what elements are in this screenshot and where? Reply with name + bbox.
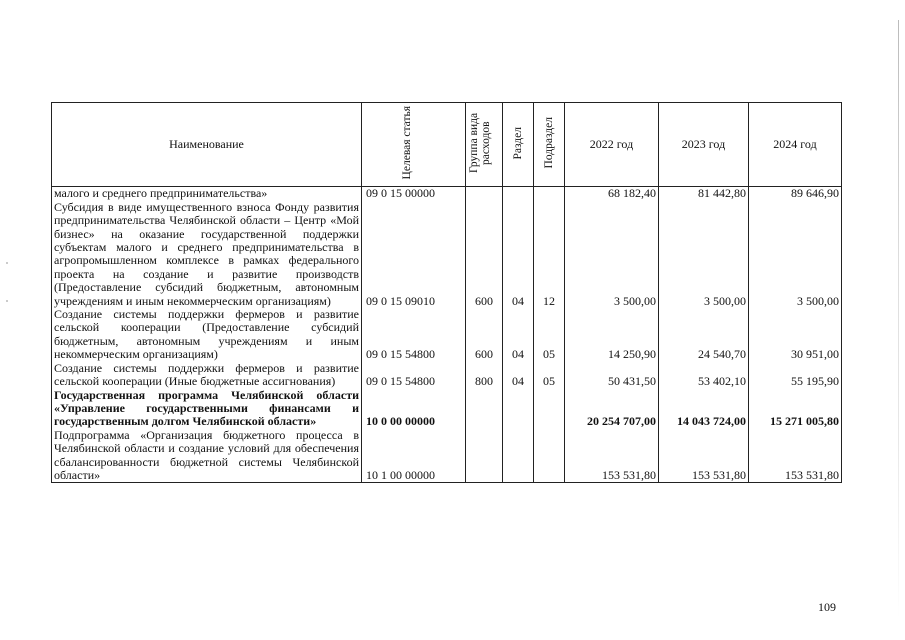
row-group (466, 187, 503, 201)
header-2022: 2022 год (565, 103, 659, 187)
row-2024: 15 271 005,80 (749, 389, 842, 429)
table-row (52, 308, 842, 362)
row-group (466, 429, 503, 483)
row-2022: 68 182,40 (565, 187, 659, 201)
row-section: 04 (503, 308, 534, 362)
row-name: Субсидия в виде имущественного взноса Фонду развития предпринимательства Челябинской области – Центр «Мой бизнес» на оказание государственной поддержки субъектам малого и среднего предпринимательства в агропромышленном комплексе в рамках федерального проекта на создание и развитие производств (Предоставление субсидий бюджетным, автономным учреждениям и иным некоммерческим организациям) (52, 201, 362, 308)
row-code: 10 1 00 00000 (362, 429, 466, 483)
row-name: Создание системы поддержки фермеров и развитие сельской кооперации (Предоставление субсидий бюджетным, автономным учреждениям и иным некоммерческим организациям) (52, 308, 362, 362)
table-header-row (52, 103, 842, 187)
row-2022: 50 431,50 (565, 362, 659, 389)
page-number: 109 (818, 600, 836, 614)
row-section: 04 (503, 362, 534, 389)
row-code: 09 0 15 09010 (362, 201, 466, 308)
row-group (466, 389, 503, 429)
row-subsection (534, 187, 565, 201)
table-row (52, 187, 842, 201)
header-name: Наименование (52, 103, 362, 187)
row-code: 09 0 15 54800 (362, 308, 466, 362)
header-2024: 2024 год (749, 103, 842, 187)
row-name: малого и среднего предпринимательства» (52, 187, 362, 201)
row-2022: 153 531,80 (565, 429, 659, 483)
row-2023: 153 531,80 (659, 429, 749, 483)
row-code: 10 0 00 00000 (362, 389, 466, 429)
row-subsection: 05 (534, 308, 565, 362)
row-2022: 20 254 707,00 (565, 389, 659, 429)
row-subsection: 12 (534, 201, 565, 308)
row-2024: 153 531,80 (749, 429, 842, 483)
row-section (503, 187, 534, 201)
budget-table (51, 102, 842, 483)
header-target-article: Целевая статья (362, 103, 466, 187)
row-subsection (534, 389, 565, 429)
row-name: Подпрограмма «Организация бюджетного процесса в Челябинской области и создание условий для обеспечения сбалансированности бюджетной системы Челябинской области» (52, 429, 362, 483)
row-2023: 3 500,00 (659, 201, 749, 308)
row-2024: 30 951,00 (749, 308, 842, 362)
row-2024: 55 195,90 (749, 362, 842, 389)
table-row (52, 362, 842, 389)
row-2022: 3 500,00 (565, 201, 659, 308)
table-row (52, 201, 842, 308)
scan-edge-mark (898, 20, 899, 620)
row-2024: 89 646,90 (749, 187, 842, 201)
header-subsection: Подраздел (534, 103, 565, 187)
scan-dust (6, 262, 8, 264)
row-name: Государственная программа Челябинской области «Управление государственными финансами и государственным долгом Челябинской области» (52, 389, 362, 429)
header-expense-group: Группа вида расходов (466, 103, 503, 187)
row-section (503, 429, 534, 483)
row-code: 09 0 15 00000 (362, 187, 466, 201)
row-2024: 3 500,00 (749, 201, 842, 308)
row-code: 09 0 15 54800 (362, 362, 466, 389)
header-2023: 2023 год (659, 103, 749, 187)
row-section: 04 (503, 201, 534, 308)
row-section (503, 389, 534, 429)
row-group: 600 (466, 308, 503, 362)
row-subsection: 05 (534, 362, 565, 389)
header-section: Раздел (503, 103, 534, 187)
row-name: Создание системы поддержки фермеров и развитие сельской кооперации (Иные бюджетные ассигнования) (52, 362, 362, 389)
row-2022: 14 250,90 (565, 308, 659, 362)
row-subsection (534, 429, 565, 483)
scan-dust (6, 300, 8, 302)
table-row (52, 429, 842, 483)
row-2023: 53 402,10 (659, 362, 749, 389)
row-group: 800 (466, 362, 503, 389)
row-2023: 24 540,70 (659, 308, 749, 362)
row-group: 600 (466, 201, 503, 308)
table-row (52, 389, 842, 429)
row-2023: 81 442,80 (659, 187, 749, 201)
row-2023: 14 043 724,00 (659, 389, 749, 429)
